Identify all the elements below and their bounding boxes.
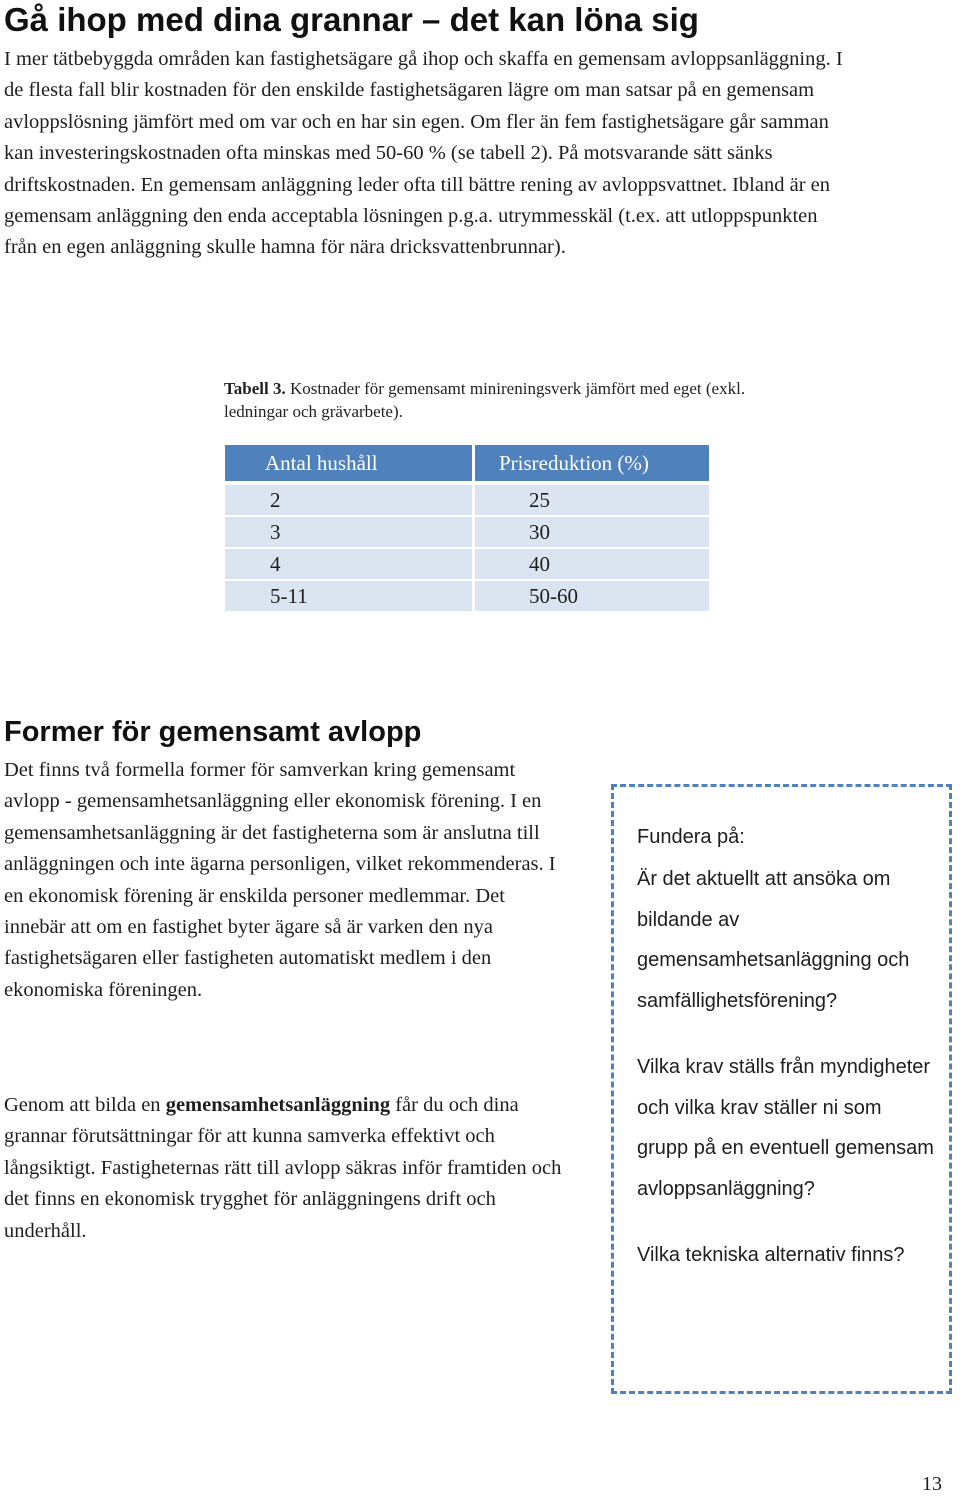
consider-box-title: Fundera på: <box>637 826 745 848</box>
table-row <box>225 485 709 515</box>
cell-reduction: 50-60 <box>475 581 709 611</box>
cell-reduction: 30 <box>475 517 709 547</box>
cost-reduction-table <box>222 443 712 613</box>
consider-question-3: Vilka tekniska alternativ finns? <box>637 1244 905 1266</box>
cell-reduction: 25 <box>475 485 709 515</box>
table-row <box>225 549 709 579</box>
main-heading: Gå ihop med dina grannar – det kan löna sig <box>4 1 699 38</box>
table-caption-text: Kostnader för gemensamt minireningsverk jämfört med eget (exkl. ledningar och grävarbete). <box>224 379 746 421</box>
page-number: 13 <box>922 1473 942 1495</box>
consider-box <box>611 784 952 1394</box>
intro-paragraph: I mer tätbebyggda områden kan fastighetsägare gå ihop och skaffa en gemensam avloppsanläggning. I de flesta fall blir kostnaden för den enskilde fastighetsägaren lägre om man satsar på en gemensam avloppslösning jämfört med om var och en har sin egen. Om fler än fem fastighetsägare går samman kan investeringskostnaden ofta minskas med 50-60 % (se tabell 2). På motsvarande sätt sänks driftskostnaden. En gemensam anläggning leder ofta till bättre rening av avloppsvattnet. Ibland är en gemensam anläggning den enda acceptabla lösningen p.g.a. utrymmesskäl (t.ex. att utloppspunkten från en egen anläggning skulle hamna för nära dricksvattenbrunnar). <box>4 48 843 259</box>
consider-question-1: Är det aktuellt att ansöka om bildande av gemensamhetsanläggning och samfällighetsförening? <box>637 868 910 1012</box>
cell-households: 3 <box>225 517 472 547</box>
cell-households: 4 <box>225 549 472 579</box>
cell-reduction: 40 <box>475 549 709 579</box>
para2-text-start: Genom att bilda en <box>4 1094 166 1116</box>
table-caption-label: Tabell 3. <box>224 379 286 398</box>
header-households: Antal hushåll <box>225 445 472 483</box>
section-paragraph-1: Det finns två formella former för samverkan kring gemensamt avlopp - gemensamhetsanläggning eller ekonomisk förening. I en gemensamhetsanläggning är det fastigheterna som är anslutna till anläggningen och inte ägarna personligen, vilket rekommenderas. I en ekonomisk förening är enskilda personer medlemmar. Det innebär att om en fastighet byter ägare så är varken den nya fastighetsägaren eller fastigheten automatiskt medlem i den ekonomiska föreningen. <box>4 759 556 1001</box>
section-heading: Former för gemensamt avlopp <box>4 716 422 748</box>
consider-box-content <box>637 817 937 1276</box>
table-header-row <box>225 445 709 483</box>
header-price-reduction: Prisreduktion (%) <box>475 445 709 483</box>
cell-households: 5-11 <box>225 581 472 611</box>
table-row <box>225 517 709 547</box>
table-row <box>225 581 709 611</box>
section-paragraph-2 <box>4 1090 564 1247</box>
para2-bold-term: gemensamhetsanläggning <box>165 1094 391 1116</box>
cell-households: 2 <box>225 485 472 515</box>
consider-question-2: Vilka krav ställs från myndigheter och vilka krav ställer ni som grupp på en eventuell gemensam avloppsanläggning? <box>637 1056 934 1200</box>
table-caption <box>224 377 784 423</box>
para2-text-end: får du och dina grannar förutsättningar för att kunna samverka effektivt och långsiktigt. Fastigheternas rätt till avlopp säkras inför framtiden och det finns en ekonomisk trygghet för anläggningens drift och underhåll. <box>4 1094 562 1242</box>
